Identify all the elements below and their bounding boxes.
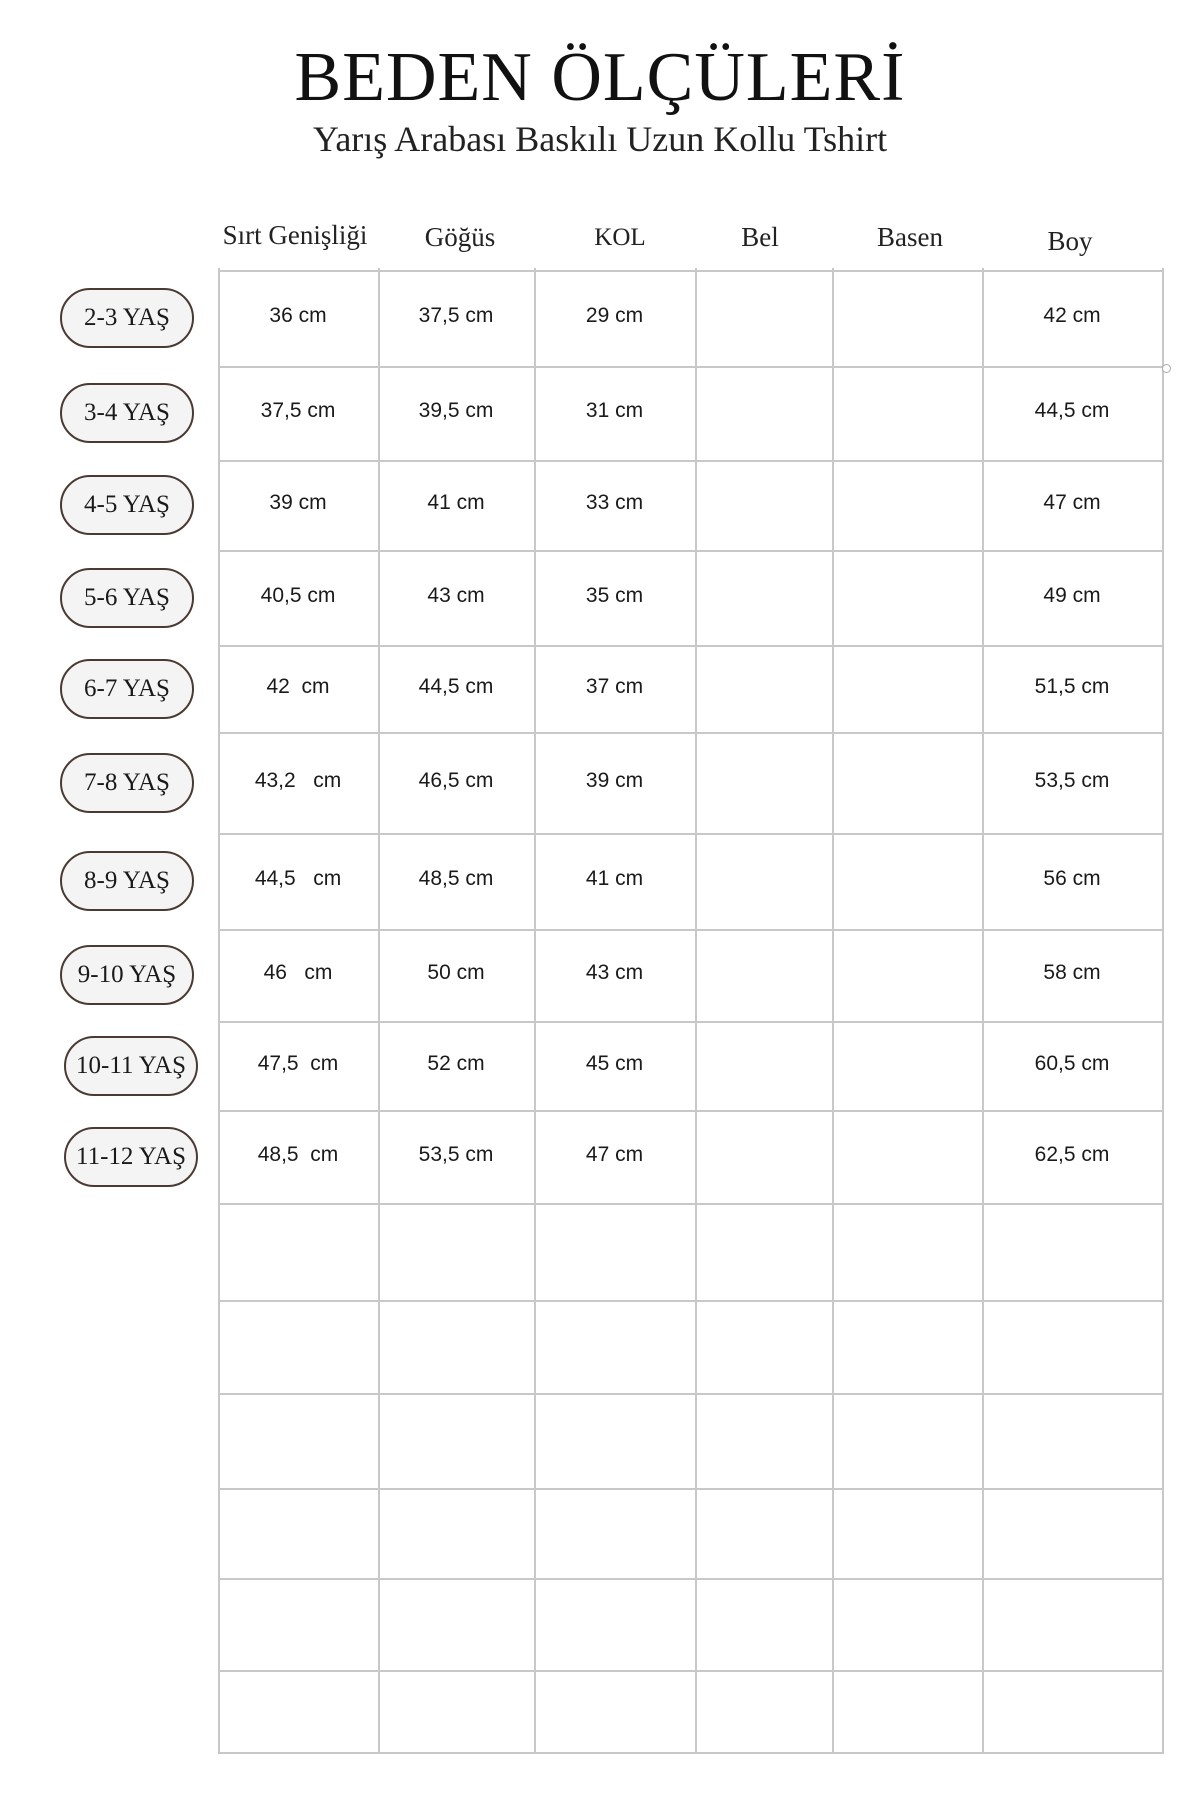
table-cell: 37,5 cm xyxy=(260,399,336,422)
table-cell: 37,5 cm xyxy=(418,304,494,327)
table-cell: 39 cm xyxy=(269,491,327,514)
table-cell: 44,5 cm xyxy=(254,867,342,890)
size-label: 4-5 YAŞ xyxy=(60,475,194,535)
table-cell: 47,5 cm xyxy=(257,1051,339,1075)
table-cell: 43 cm xyxy=(427,583,485,607)
grid-row-line xyxy=(218,1670,1164,1672)
table-cell: 45 cm xyxy=(585,1051,644,1075)
grid-row-line xyxy=(218,1300,1164,1302)
column-header-basen: Basen xyxy=(877,222,943,252)
table-cell: 53,5 cm xyxy=(1034,768,1110,792)
grid-column-line xyxy=(1162,268,1164,1754)
table-cell: 50 cm xyxy=(427,961,485,984)
grid-row-line xyxy=(218,366,1164,368)
table-cell: 56 cm xyxy=(1043,867,1101,890)
grid-row-line xyxy=(218,732,1164,734)
column-header-gogus: Göğüs xyxy=(424,222,496,252)
grid-row-line xyxy=(218,1488,1164,1490)
table-cell: 39 cm xyxy=(585,768,644,792)
column-header-sirt-genisligi: Sırt Genişliği xyxy=(222,220,368,250)
page-title: BEDEN ÖLÇÜLERİ xyxy=(294,39,906,116)
column-header-bel: Bel xyxy=(741,222,779,252)
size-label: 3-4 YAŞ xyxy=(60,383,194,443)
table-cell: 42 cm xyxy=(266,674,330,698)
grid-row-line xyxy=(218,1110,1164,1112)
column-header-boy: Boy xyxy=(1047,226,1093,256)
grid-row-line xyxy=(218,1393,1164,1395)
size-label: 6-7 YAŞ xyxy=(60,659,194,719)
grid-row-line xyxy=(218,550,1164,552)
table-cell: 43 cm xyxy=(585,961,644,984)
grid-row-line xyxy=(218,460,1164,462)
table-cell: 47 cm xyxy=(585,1142,644,1166)
table-cell: 47 cm xyxy=(1043,491,1101,514)
table-cell: 39,5 cm xyxy=(418,399,494,422)
table-cell: 52 cm xyxy=(427,1051,485,1075)
table-cell: 48,5 cm xyxy=(257,1142,339,1166)
table-cell: 40,5 cm xyxy=(260,583,336,607)
table-cell: 48,5 cm xyxy=(418,867,494,890)
grid-column-line xyxy=(832,268,834,1754)
table-cell: 49 cm xyxy=(1043,583,1101,607)
table-cell: 33 cm xyxy=(585,491,644,514)
table-cell: 31 cm xyxy=(585,399,644,422)
grid-row-line xyxy=(218,645,1164,647)
table-cell: 43,2 cm xyxy=(254,768,342,792)
table-cell: 53,5 cm xyxy=(418,1142,494,1166)
table-cell: 46 cm xyxy=(263,961,333,984)
table-cell: 29 cm xyxy=(585,304,644,327)
table-cell: 35 cm xyxy=(585,583,644,607)
table-cell: 46,5 cm xyxy=(418,768,494,792)
table-cell: 51,5 cm xyxy=(1034,674,1110,698)
grid-row-line xyxy=(218,929,1164,931)
size-label: 5-6 YAŞ xyxy=(60,568,194,628)
grid-row-line xyxy=(218,1021,1164,1023)
grid-column-line xyxy=(695,268,697,1754)
table-cell: 42 cm xyxy=(1043,304,1101,327)
size-label: 2-3 YAŞ xyxy=(60,288,194,348)
grid-row-line xyxy=(218,270,1164,272)
size-label: 7-8 YAŞ xyxy=(60,753,194,813)
table-cell: 41 cm xyxy=(427,491,485,514)
size-label: 8-9 YAŞ xyxy=(60,851,194,911)
table-cell: 44,5 cm xyxy=(1034,399,1110,422)
table-cell: 44,5 cm xyxy=(418,674,494,698)
size-label: 9-10 YAŞ xyxy=(60,945,194,1005)
grid-row-line xyxy=(218,1203,1164,1205)
corner-dot-decoration xyxy=(1162,364,1171,373)
grid-row-line xyxy=(218,1578,1164,1580)
size-label: 10-11 YAŞ xyxy=(64,1036,198,1096)
size-label: 11-12 YAŞ xyxy=(64,1127,198,1187)
column-header-kol: KOL xyxy=(594,224,646,251)
page-subtitle: Yarış Arabası Baskılı Uzun Kollu Tshirt xyxy=(312,119,888,159)
table-cell: 60,5 cm xyxy=(1034,1051,1110,1075)
table-cell: 36 cm xyxy=(269,304,327,327)
grid-row-line xyxy=(218,1752,1164,1754)
table-cell: 37 cm xyxy=(585,674,644,698)
table-cell: 58 cm xyxy=(1043,961,1101,984)
table-cell: 41 cm xyxy=(585,867,644,890)
grid-row-line xyxy=(218,833,1164,835)
table-cell: 62,5 cm xyxy=(1034,1142,1110,1166)
